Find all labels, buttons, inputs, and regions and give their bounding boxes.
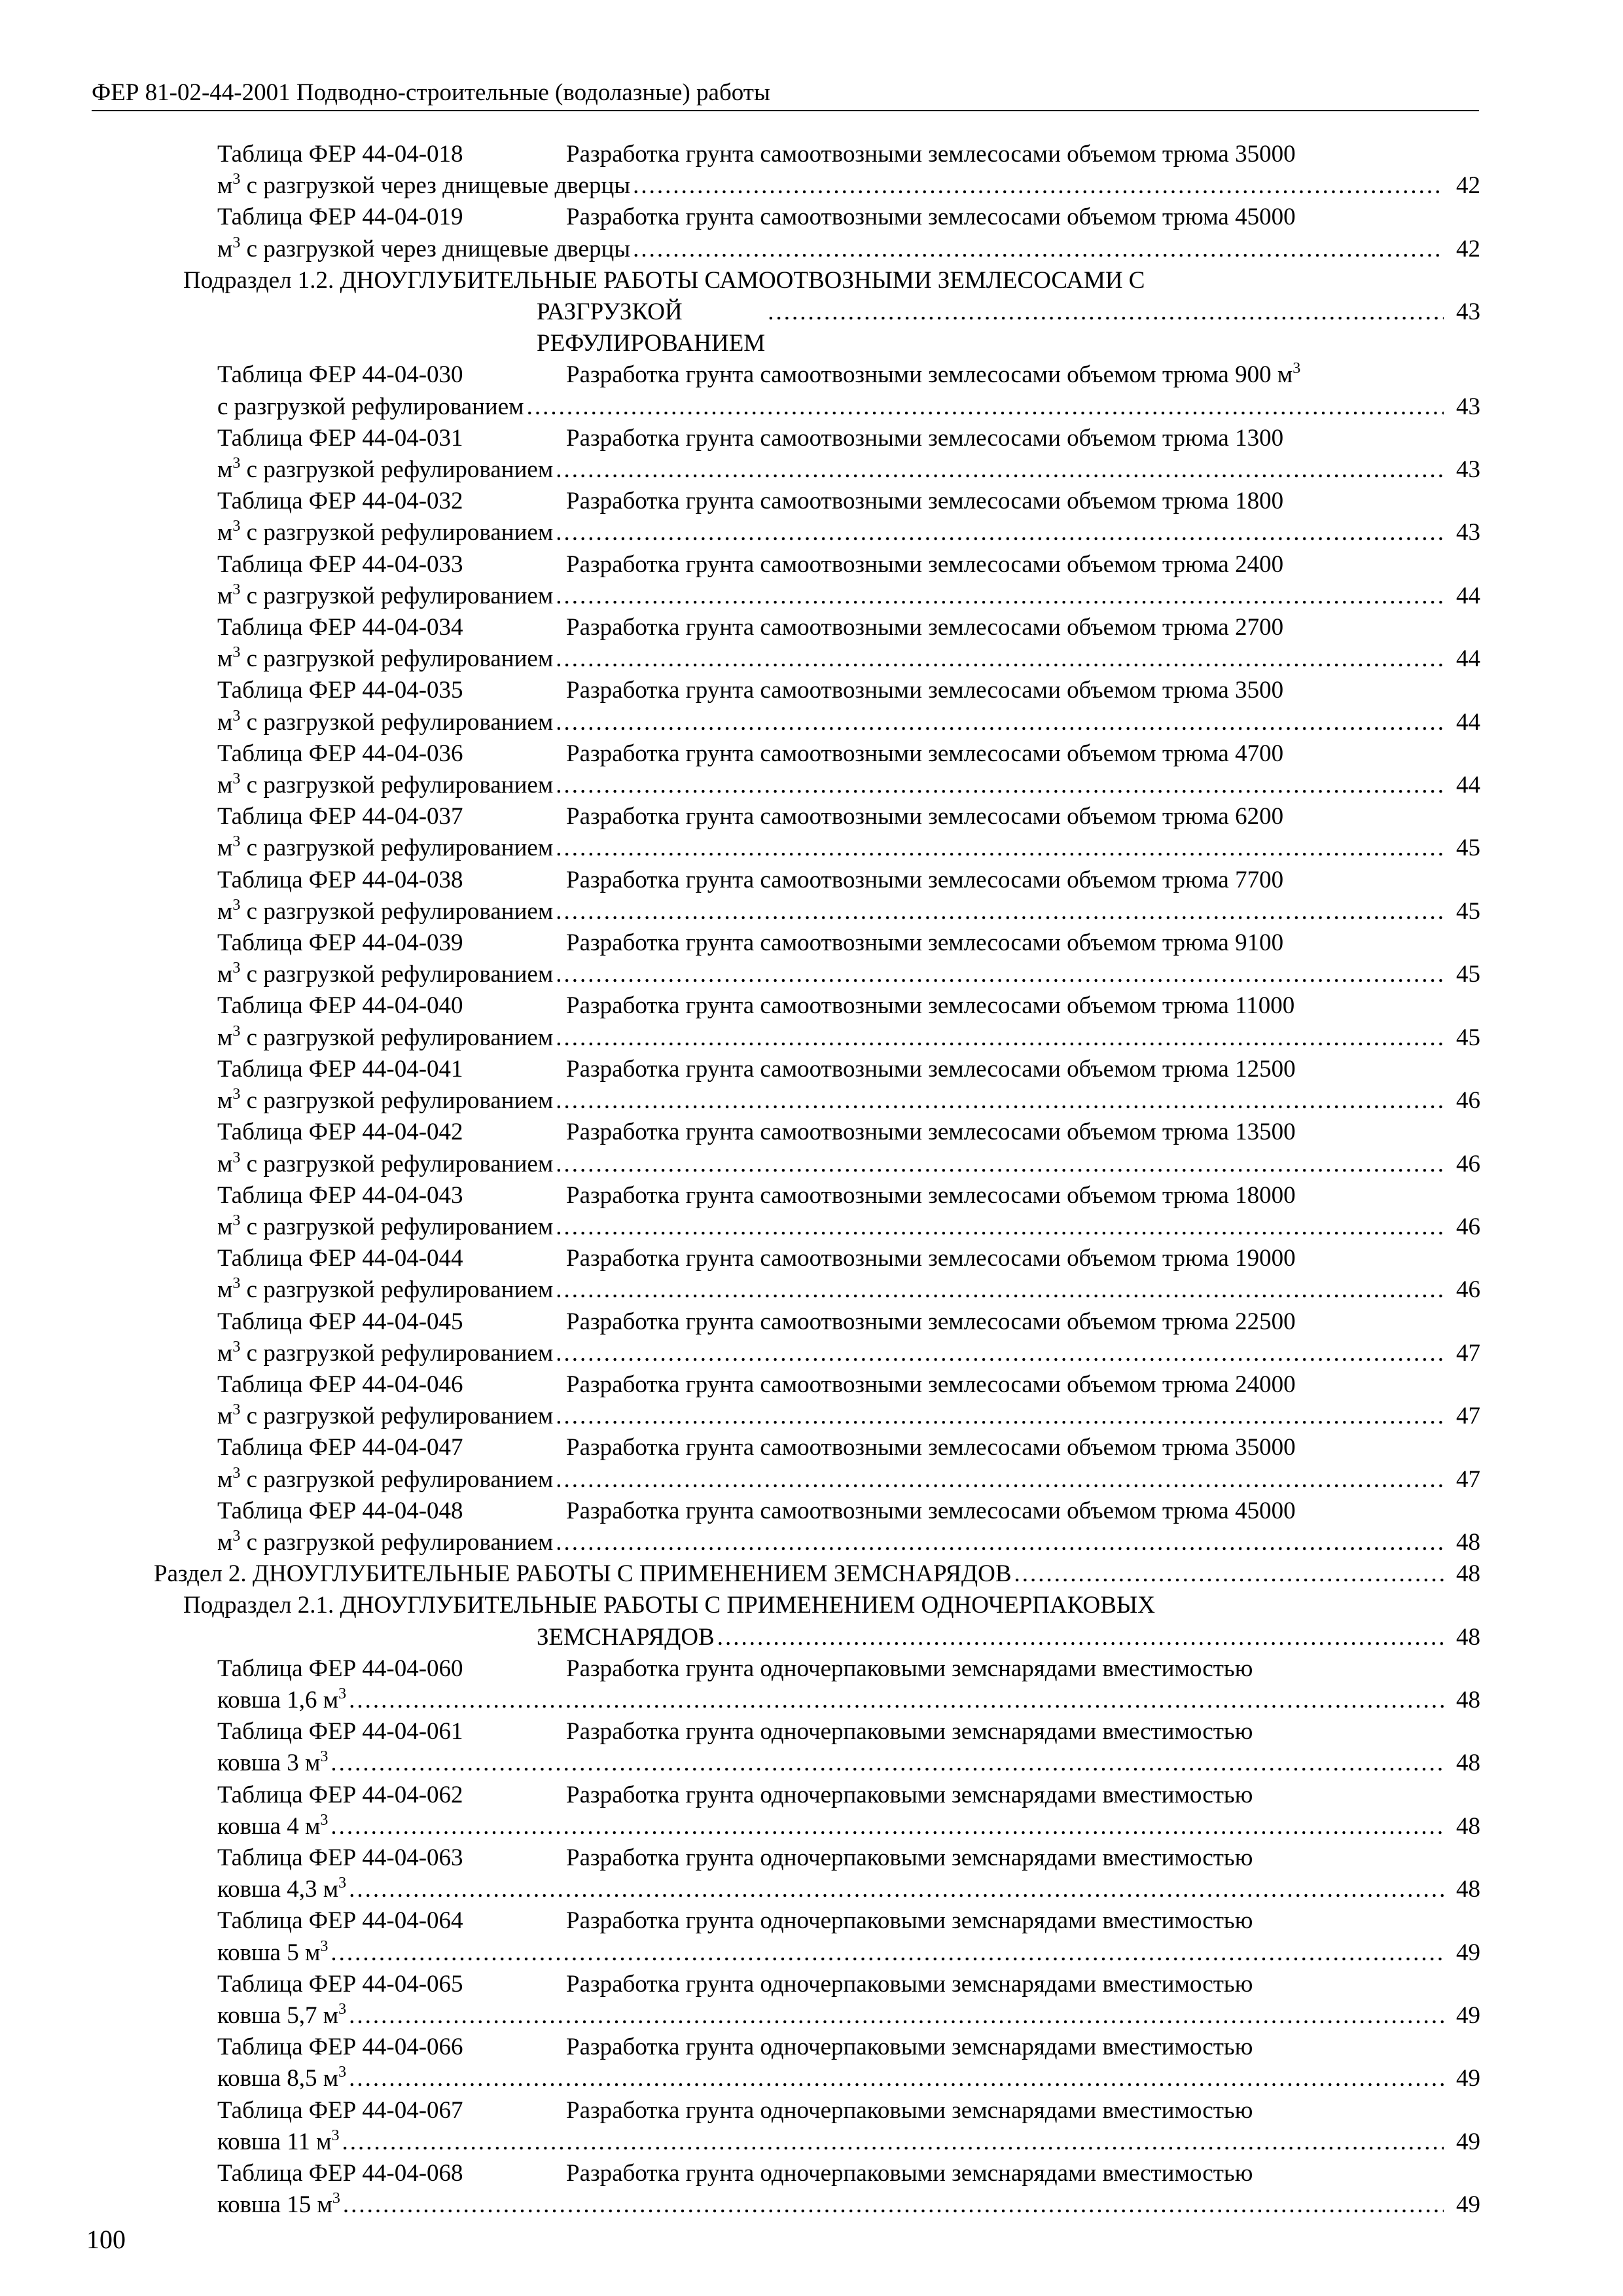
desc-continuation: с разгрузкой рефулированием (240, 897, 554, 925)
dot-leader (556, 959, 1444, 990)
page-ref: 48 (1456, 1876, 1480, 1903)
table-code: Таблица ФЕР 44-04-041 (217, 1055, 463, 1083)
dot-leader (633, 234, 1444, 265)
unit-prefix: ковша 4 м (217, 1812, 321, 1840)
superscript: 3 (232, 518, 241, 535)
desc-continuation: с разгрузкой рефулированием (240, 456, 554, 484)
toc-entry-table[interactable] (0, 139, 1623, 202)
table-desc-cont (217, 1748, 328, 1779)
table-code: Таблица ФЕР 44-04-061 (217, 1718, 463, 1746)
superscript: 3 (232, 1275, 241, 1293)
table-desc: Разработка грунта самоотвозными землесосами объемом трюма 7700 (566, 866, 1284, 893)
dot-leader (556, 1211, 1444, 1243)
table-desc: Разработка грунта самоотвозными землесосами объемом трюма 35000 (566, 141, 1296, 168)
dot-leader (556, 707, 1444, 738)
dot-leader (768, 296, 1444, 328)
table-desc-cont (217, 1338, 553, 1369)
desc-continuation: с разгрузкой рефулированием (240, 1339, 554, 1367)
table-desc-cont (217, 770, 553, 801)
toc-entry-table[interactable] (0, 1842, 1623, 1905)
table-desc-cont (217, 1811, 328, 1842)
table-desc-cont (217, 454, 553, 486)
toc-entry-table[interactable] (0, 2158, 1623, 2221)
page-ref: 47 (1456, 1465, 1480, 1493)
desc-continuation: с разгрузкой рефулированием (240, 1403, 554, 1430)
table-desc-cont (217, 581, 553, 612)
dot-leader (556, 581, 1444, 612)
superscript: 3 (320, 1748, 329, 1766)
superscript: 3 (331, 2126, 340, 2144)
running-header: ФЕР 81-02-44-2001 Подводно-строительные (водолазные) работы (92, 77, 1479, 111)
toc-entry-table[interactable] (0, 738, 1623, 801)
desc-continuation: с разгрузкой рефулированием (240, 772, 554, 799)
section-title: Раздел 2. ДНОУГЛУБИТЕЛЬНЫЕ РАБОТЫ С ПРИМЕНЕНИЕМ ЗЕМСНАРЯДОВ (154, 1560, 1012, 1588)
table-code: Таблица ФЕР 44-04-062 (217, 1781, 463, 1808)
toc-entry-table[interactable] (0, 1716, 1623, 1779)
table-desc: Разработка грунта одночерпаковыми земснарядами вместимостью (566, 1718, 1253, 1746)
table-code: Таблица ФЕР 44-04-048 (217, 1497, 463, 1524)
table-desc-cont (217, 1401, 553, 1432)
superscript: 3 (232, 896, 241, 914)
table-code: Таблица ФЕР 44-04-030 (217, 361, 463, 389)
dot-leader (343, 2189, 1444, 2221)
toc-entry-table[interactable] (0, 1653, 1623, 1716)
superscript: 3 (232, 833, 241, 851)
dot-leader (527, 391, 1444, 423)
page-ref: 44 (1456, 708, 1480, 736)
dot-leader (349, 1874, 1444, 1905)
table-desc-cont (217, 643, 553, 675)
table-desc: Разработка грунта одночерпаковыми земснарядами вместимостью (566, 2034, 1253, 2061)
table-desc: Разработка грунта самоотвозными землесосами объемом трюма 13500 (566, 1119, 1296, 1146)
page-ref: 49 (1456, 1939, 1480, 1966)
toc-entry-table[interactable] (0, 612, 1623, 675)
page-ref: 48 (1456, 1623, 1480, 1651)
table-desc: Разработка грунта одночерпаковыми земснарядами вместимостью (566, 1844, 1253, 1871)
subsection-title-line2: РАЗГРУЗКОЙ РЕФУЛИРОВАНИЕМ (537, 298, 766, 357)
page-ref: 45 (1456, 834, 1480, 862)
table-code: Таблица ФЕР 44-04-046 (217, 1371, 463, 1398)
toc-entry-table[interactable] (0, 423, 1623, 486)
superscript: 3 (232, 1401, 241, 1419)
dot-leader (556, 1274, 1444, 1306)
table-of-contents (0, 139, 1623, 2221)
table-desc-cont (217, 234, 630, 265)
superscript: 3 (338, 1685, 347, 1702)
dot-leader (1014, 1558, 1444, 1590)
dot-leader (556, 1464, 1444, 1496)
unit-prefix: м (217, 456, 233, 484)
dot-leader (556, 1022, 1444, 1054)
toc-entry-table[interactable] (0, 1243, 1623, 1306)
desc-continuation: с разгрузкой рефулированием (240, 1024, 554, 1051)
dot-leader (330, 1937, 1444, 1969)
superscript: 3 (232, 171, 241, 188)
table-code: Таблица ФЕР 44-04-067 (217, 2096, 463, 2124)
unit-prefix: м (217, 235, 233, 262)
table-code: Таблица ФЕР 44-04-068 (217, 2160, 463, 2187)
page-ref: 49 (1456, 2128, 1480, 2155)
unit-prefix: м (217, 1150, 233, 1177)
table-desc: Разработка грунта самоотвозными землесосами объемом трюма 6200 (566, 803, 1284, 831)
desc-continuation: с разгрузкой рефулированием (240, 961, 554, 988)
desc-continuation: с разгрузкой рефулированием (240, 1276, 554, 1304)
table-code: Таблица ФЕР 44-04-047 (217, 1434, 463, 1462)
table-code: Таблица ФЕР 44-04-063 (217, 1844, 463, 1871)
table-desc-cont (217, 1937, 328, 1969)
unit-prefix: м (217, 1276, 233, 1304)
table-desc-cont (217, 1022, 553, 1054)
page-ref: 43 (1456, 456, 1480, 484)
superscript: 3 (232, 1022, 241, 1040)
table-desc-cont (217, 1085, 553, 1117)
toc-entry-table[interactable] (0, 1432, 1623, 1495)
dot-leader (556, 770, 1444, 801)
table-desc-cont (217, 1874, 346, 1905)
table-desc-cont (217, 2000, 346, 2032)
superscript: 3 (232, 770, 241, 788)
superscript: 3 (1293, 360, 1301, 378)
desc-continuation: с разгрузкой рефулированием (240, 645, 554, 673)
toc-entry-table[interactable] (0, 927, 1623, 990)
table-desc: Разработка грунта самоотвозными землесосами объемом трюма 45000 (566, 204, 1296, 231)
table-desc-cont (217, 1685, 346, 1716)
unit-prefix: м (217, 645, 233, 673)
desc-continuation: с разгрузкой рефулированием (240, 1465, 554, 1493)
desc-continuation: с разгрузкой рефулированием (240, 582, 554, 609)
superscript: 3 (332, 2190, 340, 2208)
page-ref: 48 (1456, 1528, 1480, 1556)
table-code: Таблица ФЕР 44-04-039 (217, 929, 463, 957)
table-desc-cont (217, 170, 630, 202)
toc-group-2 (0, 423, 1623, 1558)
toc-group-3 (0, 1653, 1623, 2221)
toc-section-2[interactable] (0, 1558, 1480, 1590)
unit-prefix: м (217, 1024, 233, 1051)
unit-prefix: м (217, 897, 233, 925)
dot-leader (556, 643, 1444, 675)
desc-continuation: с разгрузкой рефулированием (240, 1213, 554, 1240)
superscript: 3 (232, 1211, 241, 1229)
dot-leader (556, 1527, 1444, 1558)
table-desc: Разработка грунта самоотвозными землесосами объемом трюма 9100 (566, 929, 1284, 957)
page-ref: 47 (1456, 1339, 1480, 1367)
superscript: 3 (232, 1338, 241, 1355)
table-desc-cont (217, 1464, 553, 1496)
superscript: 3 (232, 644, 241, 662)
toc-entry-table[interactable] (0, 2032, 1623, 2094)
table-code: Таблица ФЕР 44-04-066 (217, 2034, 463, 2061)
desc-continuation: с разгрузкой рефулированием (240, 1087, 554, 1115)
unit-prefix: ковша 5,7 м (217, 2001, 339, 2029)
table-code: Таблица ФЕР 44-04-040 (217, 992, 463, 1020)
superscript: 3 (232, 1464, 241, 1482)
toc-entry-table[interactable] (0, 486, 1623, 548)
table-code: Таблица ФЕР 44-04-065 (217, 1970, 463, 1998)
unit-prefix: ковша 3 м (217, 1749, 321, 1777)
table-desc-cont (217, 517, 553, 548)
table-code: Таблица ФЕР 44-04-033 (217, 550, 463, 578)
superscript: 3 (338, 1874, 347, 1892)
page-ref: 43 (1456, 298, 1480, 326)
page-ref: 48 (1456, 1686, 1480, 1713)
dot-leader (342, 2126, 1444, 2158)
toc-entry-table[interactable] (0, 1969, 1623, 2032)
desc-continuation: с разгрузкой рефулированием (240, 1150, 554, 1177)
table-desc: Разработка грунта одночерпаковыми земснарядами вместимостью (566, 2096, 1253, 2124)
page-ref: 44 (1456, 582, 1480, 609)
superscript: 3 (232, 455, 241, 473)
page-ref: 42 (1456, 172, 1480, 200)
table-desc: Разработка грунта самоотвозными землесосами объемом трюма 1800 (566, 488, 1284, 515)
table-code: Таблица ФЕР 44-04-064 (217, 1907, 463, 1935)
table-desc-cont (217, 1149, 553, 1180)
superscript: 3 (338, 2064, 347, 2081)
dot-leader (556, 454, 1444, 486)
unit-prefix: ковша 5 м (217, 1939, 321, 1966)
unit-prefix: м (217, 772, 233, 799)
table-desc: Разработка грунта самоотвозными землесосами объемом трюма 35000 (566, 1434, 1296, 1462)
table-desc-cont (217, 833, 553, 864)
page-ref: 48 (1456, 1749, 1480, 1777)
toc-entry-table[interactable] (0, 549, 1623, 612)
page-ref: 46 (1456, 1150, 1480, 1177)
toc-entry-table[interactable] (0, 990, 1623, 1053)
desc-continuation: с разгрузкой через днищевые дверцы (240, 235, 631, 262)
table-desc: Разработка грунта самоотвозными землесосами объемом трюма 12500 (566, 1055, 1296, 1083)
page-ref: 45 (1456, 897, 1480, 925)
table-code: Таблица ФЕР 44-04-034 (217, 614, 463, 641)
superscript: 3 (338, 2000, 347, 2018)
page-ref: 49 (1456, 2001, 1480, 2029)
table-code: Таблица ФЕР 44-04-032 (217, 488, 463, 515)
table-code: Таблица ФЕР 44-04-036 (217, 740, 463, 767)
page-ref: 46 (1456, 1087, 1480, 1115)
table-desc: Разработка грунта самоотвозными землесосами объемом трюма 18000 (566, 1181, 1296, 1209)
desc-continuation: с разгрузкой рефулированием (240, 834, 554, 862)
page-number: 100 (86, 2225, 126, 2254)
unit-prefix: м (217, 1465, 233, 1493)
table-desc: Разработка грунта самоотвозными землесосами объемом трюма 3500 (566, 677, 1284, 704)
dot-leader (349, 1685, 1444, 1716)
table-code: Таблица ФЕР 44-04-043 (217, 1181, 463, 1209)
table-desc: Разработка грунта самоотвозными землесосами объемом трюма 11000 (566, 992, 1295, 1020)
table-desc-cont (217, 896, 553, 927)
page-ref: 46 (1456, 1213, 1480, 1240)
toc-entry-table[interactable] (0, 1905, 1623, 1968)
table-code: Таблица ФЕР 44-04-038 (217, 866, 463, 893)
page-ref: 44 (1456, 645, 1480, 673)
subsection-title-line1: Подраздел 1.2. ДНОУГЛУБИТЕЛЬНЫЕ РАБОТЫ САМООТВОЗНЫМИ ЗЕМЛЕСОСАМИ С (183, 266, 1145, 294)
superscript: 3 (320, 1937, 329, 1955)
toc-entry-table[interactable] (0, 1369, 1623, 1432)
toc-subsection-1-2[interactable] (0, 265, 1623, 360)
table-desc-text: Разработка грунта самоотвозными землесосами объемом трюма 900 м (566, 361, 1293, 389)
unit-prefix: ковша 1,6 м (217, 1686, 339, 1713)
dot-leader (633, 170, 1444, 202)
unit-prefix: м (217, 708, 233, 736)
toc-entry-table[interactable] (0, 1780, 1623, 1842)
page-ref: 48 (1456, 1560, 1480, 1588)
page-ref: 43 (1456, 393, 1480, 420)
superscript: 3 (320, 1811, 329, 1829)
toc-entry-table[interactable] (0, 359, 1623, 422)
page-ref: 45 (1456, 961, 1480, 988)
table-desc (566, 359, 1300, 391)
table-code: Таблица ФЕР 44-04-060 (217, 1655, 463, 1682)
table-desc: Разработка грунта самоотвозными землесосами объемом трюма 4700 (566, 740, 1284, 767)
superscript: 3 (232, 1149, 241, 1166)
dot-leader (330, 1748, 1444, 1779)
toc-entry-table[interactable] (0, 1496, 1623, 1558)
table-desc: Разработка грунта одночерпаковыми земснарядами вместимостью (566, 1907, 1253, 1935)
page-ref: 42 (1456, 235, 1480, 262)
table-desc: Разработка грунта самоотвозными землесосами объемом трюма 1300 (566, 424, 1284, 452)
page-ref: 46 (1456, 1276, 1480, 1304)
page-ref: 44 (1456, 772, 1480, 799)
toc-entry-table[interactable] (0, 1306, 1623, 1369)
page-ref: 47 (1456, 1403, 1480, 1430)
page-ref: 49 (1456, 2191, 1480, 2219)
table-desc: Разработка грунта самоотвозными землесосами объемом трюма 24000 (566, 1371, 1296, 1398)
desc-continuation: с разгрузкой через днищевые дверцы (240, 172, 631, 200)
table-code: Таблица ФЕР 44-04-031 (217, 424, 463, 452)
dot-leader (330, 1811, 1444, 1842)
unit-prefix: м (217, 834, 233, 862)
page-ref: 49 (1456, 2065, 1480, 2092)
toc-entry-table[interactable] (0, 1117, 1623, 1179)
table-desc: Разработка грунта одночерпаковыми земснарядами вместимостью (566, 1970, 1253, 1998)
table-code: Таблица ФЕР 44-04-042 (217, 1119, 463, 1146)
unit-prefix: м (217, 582, 233, 609)
dot-leader (349, 2000, 1444, 2032)
table-desc-cont (217, 1211, 553, 1243)
dot-leader (556, 1401, 1444, 1432)
toc-group-1 (0, 139, 1623, 265)
dot-leader (556, 1338, 1444, 1369)
table-desc-cont (217, 1527, 553, 1558)
table-desc-cont (217, 2189, 340, 2221)
superscript: 3 (232, 707, 241, 725)
table-desc-cont (217, 2063, 346, 2094)
unit-prefix: м (217, 1339, 233, 1367)
table-code: Таблица ФЕР 44-04-044 (217, 1245, 463, 1272)
unit-prefix: м (217, 519, 233, 547)
superscript: 3 (232, 581, 241, 598)
toc-entry-table[interactable] (0, 1180, 1623, 1243)
table-desc: Разработка грунта одночерпаковыми земснарядами вместимостью (566, 2160, 1253, 2187)
page-ref: 45 (1456, 1024, 1480, 1051)
dot-leader (717, 1622, 1444, 1653)
superscript: 3 (232, 234, 241, 251)
table-desc: Разработка грунта самоотвозными землесосами объемом трюма 19000 (566, 1245, 1296, 1272)
superscript: 3 (232, 960, 241, 977)
table-desc: Разработка грунта одночерпаковыми земснарядами вместимостью (566, 1655, 1253, 1682)
table-desc: Разработка грунта самоотвозными землесосами объемом трюма 2400 (566, 550, 1284, 578)
table-desc: Разработка грунта самоотвозными землесосами объемом трюма 22500 (566, 1308, 1296, 1335)
desc-continuation: с разгрузкой рефулированием (240, 519, 554, 547)
superscript: 3 (232, 1527, 241, 1545)
desc-continuation: с разгрузкой рефулированием (240, 708, 554, 736)
dot-leader (556, 833, 1444, 864)
dot-leader (556, 517, 1444, 548)
table-desc-cont: с разгрузкой рефулированием (217, 393, 524, 420)
toc-subsection-2-1[interactable] (0, 1590, 1623, 1653)
table-code: Таблица ФЕР 44-04-045 (217, 1308, 463, 1335)
toc-entry-table[interactable] (0, 1054, 1623, 1117)
subsection-title-line2: ЗЕМСНАРЯДОВ (537, 1623, 715, 1651)
unit-prefix: ковша 11 м (217, 2128, 332, 2155)
table-code: Таблица ФЕР 44-04-018 (217, 141, 463, 168)
toc-entry-table[interactable] (0, 865, 1623, 927)
dot-leader (349, 2063, 1444, 2094)
table-desc: Разработка грунта самоотвозными землесосами объемом трюма 2700 (566, 614, 1284, 641)
dot-leader (556, 1085, 1444, 1117)
superscript: 3 (232, 1086, 241, 1103)
table-desc: Разработка грунта одночерпаковыми земснарядами вместимостью (566, 1781, 1253, 1808)
unit-prefix: м (217, 1087, 233, 1115)
unit-prefix: ковша 4,3 м (217, 1876, 339, 1903)
unit-prefix: ковша 15 м (217, 2191, 332, 2219)
page-ref: 43 (1456, 519, 1480, 547)
dot-leader (556, 1149, 1444, 1180)
table-code: Таблица ФЕР 44-04-019 (217, 204, 463, 231)
table-desc-cont (217, 707, 553, 738)
table-desc: Разработка грунта самоотвозными землесосами объемом трюма 45000 (566, 1497, 1296, 1524)
subsection-title-line1: Подраздел 2.1. ДНОУГЛУБИТЕЛЬНЫЕ РАБОТЫ С ПРИМЕНЕНИЕМ ОДНОЧЕРПАКОВЫХ (183, 1592, 1155, 1619)
unit-prefix: м (217, 1403, 233, 1430)
table-code: Таблица ФЕР 44-04-037 (217, 803, 463, 831)
toc-entry-table[interactable] (0, 675, 1623, 738)
toc-entry-table[interactable] (0, 801, 1623, 864)
dot-leader (556, 896, 1444, 927)
page-ref: 48 (1456, 1812, 1480, 1840)
unit-prefix: м (217, 1213, 233, 1240)
unit-prefix: м (217, 172, 233, 200)
table-desc-cont (217, 959, 553, 990)
toc-entry-table[interactable] (0, 202, 1623, 264)
toc-entry-table[interactable] (0, 2095, 1623, 2158)
table-code: Таблица ФЕР 44-04-035 (217, 677, 463, 704)
unit-prefix: м (217, 961, 233, 988)
unit-prefix: м (217, 1528, 233, 1556)
table-desc-cont (217, 2126, 340, 2158)
unit-prefix: ковша 8,5 м (217, 2065, 339, 2092)
desc-continuation: с разгрузкой рефулированием (240, 1528, 554, 1556)
table-desc-cont (217, 1274, 553, 1306)
